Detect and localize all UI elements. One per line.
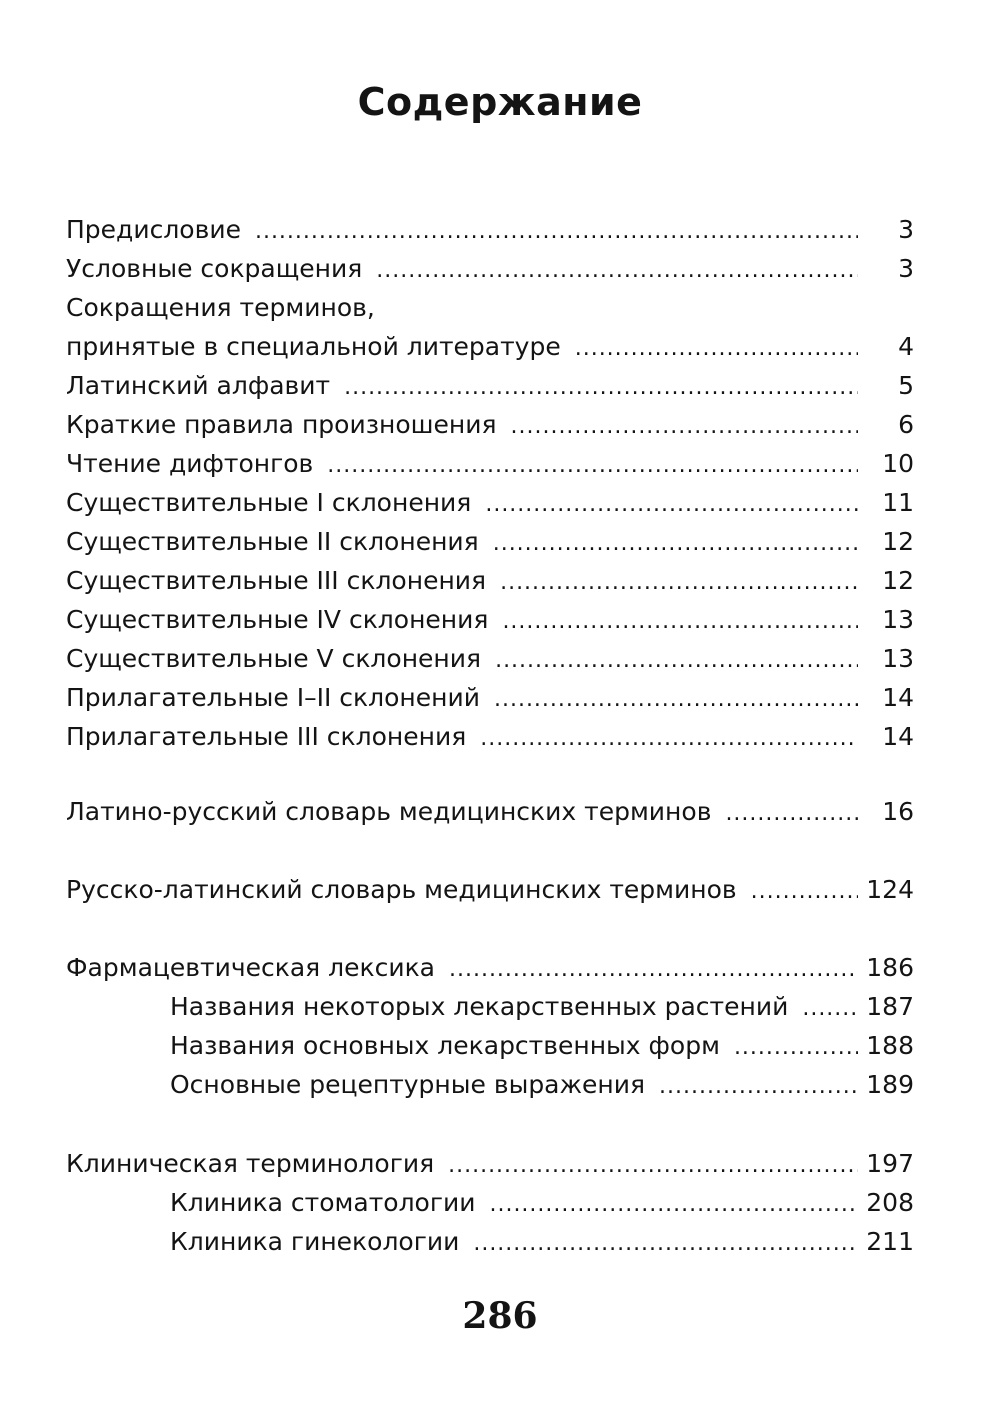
page-number: 286 (462, 1295, 538, 1337)
dot-leader (511, 407, 858, 446)
toc-section-clinical (0, 1144, 1000, 1261)
toc-entry-page: 197 (866, 1149, 914, 1178)
dot-leader (493, 524, 858, 563)
toc-entry-page: 189 (866, 1070, 914, 1099)
toc-entry-title: Существительные V склонения (66, 644, 482, 673)
toc-entry-title: Основные рецептурные выражения (170, 1070, 646, 1099)
toc-subentry[interactable] (0, 1026, 1000, 1065)
toc-entry[interactable] (0, 792, 1000, 831)
toc-entry-page: 12 (882, 566, 914, 595)
dot-leader (659, 1067, 858, 1106)
toc-entry-title: Названия некоторых лекарственных растений (170, 992, 789, 1021)
toc-entry-title: Существительные IV склонения (66, 605, 489, 634)
dot-leader (734, 1028, 858, 1067)
toc-entry[interactable] (0, 1144, 1000, 1183)
toc-entry-title: принятые в специальной литературе (66, 332, 561, 361)
toc-entry[interactable] (0, 717, 1000, 756)
toc-entry[interactable] (0, 948, 1000, 987)
toc-entry-title: Существительные III склонения (66, 566, 487, 595)
toc-subentry[interactable] (0, 1222, 1000, 1261)
toc-entry-page: 3 (898, 215, 914, 244)
toc-entry-page: 4 (898, 332, 914, 361)
toc-entry[interactable] (0, 639, 1000, 678)
toc-entry-title: Прилагательные I–II склонений (66, 683, 480, 712)
toc-entry-page: 186 (866, 953, 914, 982)
toc-subentry[interactable] (0, 1183, 1000, 1222)
toc-entry-page: 5 (898, 371, 914, 400)
toc-entry-title: Предисловие (66, 215, 241, 244)
toc-entry-title: Латино-русский словарь медицинских терминов (66, 797, 712, 826)
toc-section-latin-russian (0, 792, 1000, 831)
toc-entry-title: Условные сокращения (66, 254, 363, 283)
dot-leader (725, 794, 858, 833)
toc-entry[interactable] (0, 483, 1000, 522)
dot-leader (480, 719, 858, 758)
toc-entry-title: Клиническая терминология (66, 1149, 435, 1178)
toc-entry-page: 10 (882, 449, 914, 478)
toc-entry-title: Фармацевтическая лексика (66, 953, 436, 982)
dot-leader (502, 602, 858, 641)
dot-leader (376, 251, 858, 290)
dot-leader (327, 446, 858, 485)
dot-leader (575, 329, 858, 368)
toc-entry-page: 16 (882, 797, 914, 826)
toc-entry[interactable] (0, 249, 1000, 288)
toc-entry-page: 188 (866, 1031, 914, 1060)
toc-entry-page: 3 (898, 254, 914, 283)
dot-leader (500, 563, 858, 602)
toc-entry-title: Латинский алфавит (66, 371, 331, 400)
toc-entry-title: Сокращения терминов, (66, 293, 375, 322)
toc-section-pharmacy (0, 948, 1000, 1104)
dot-leader (449, 950, 858, 989)
dot-leader (494, 680, 858, 719)
toc-entry-page: 6 (898, 410, 914, 439)
dot-leader (255, 212, 858, 251)
toc-entry[interactable] (0, 210, 1000, 249)
toc-entry-title: Клиника гинекологии (170, 1227, 460, 1256)
toc-section-grammar (0, 210, 1000, 756)
toc-entry[interactable] (0, 561, 1000, 600)
toc-entry-title: Существительные II склонения (66, 527, 479, 556)
toc-entry-title: Существительные I склонения (66, 488, 472, 517)
dot-leader (751, 872, 858, 911)
dot-leader (344, 368, 858, 407)
toc-entry-continued[interactable] (0, 288, 1000, 327)
toc-entry[interactable] (0, 327, 1000, 366)
page-title: Содержание (357, 80, 643, 124)
dot-leader (448, 1146, 858, 1185)
toc-entry[interactable] (0, 444, 1000, 483)
toc-entry-page: 11 (882, 488, 914, 517)
toc-entry[interactable] (0, 405, 1000, 444)
toc-entry-page: 208 (866, 1188, 914, 1217)
dot-leader (473, 1224, 858, 1263)
toc-entry-page: 14 (882, 722, 914, 751)
toc-subentry[interactable] (0, 987, 1000, 1026)
toc-entry-title: Прилагательные III склонения (66, 722, 467, 751)
dot-leader (489, 1185, 858, 1224)
toc-entry[interactable] (0, 678, 1000, 717)
toc-entry[interactable] (0, 870, 1000, 909)
toc-entry-page: 12 (882, 527, 914, 556)
toc-entry[interactable] (0, 522, 1000, 561)
dot-leader (495, 641, 858, 680)
toc-entry-title: Названия основных лекарственных форм (170, 1031, 720, 1060)
toc-subentry[interactable] (0, 1065, 1000, 1104)
dot-leader (485, 485, 858, 524)
toc-entry-title: Русско-латинский словарь медицинских терминов (66, 875, 737, 904)
toc-entry-page: 14 (882, 683, 914, 712)
toc-entry-title: Краткие правила произношения (66, 410, 497, 439)
dot-leader (802, 989, 858, 1028)
toc-entry-page: 187 (866, 992, 914, 1021)
toc-entry-title: Чтение дифтонгов (66, 449, 314, 478)
toc-entry[interactable] (0, 366, 1000, 405)
toc-section-russian-latin (0, 870, 1000, 909)
toc-entry-title: Клиника стоматологии (170, 1188, 476, 1217)
toc-entry-page: 124 (866, 875, 914, 904)
toc-entry-page: 211 (866, 1227, 914, 1256)
toc-entry-page: 13 (882, 605, 914, 634)
toc-entry[interactable] (0, 600, 1000, 639)
toc-entry-page: 13 (882, 644, 914, 673)
